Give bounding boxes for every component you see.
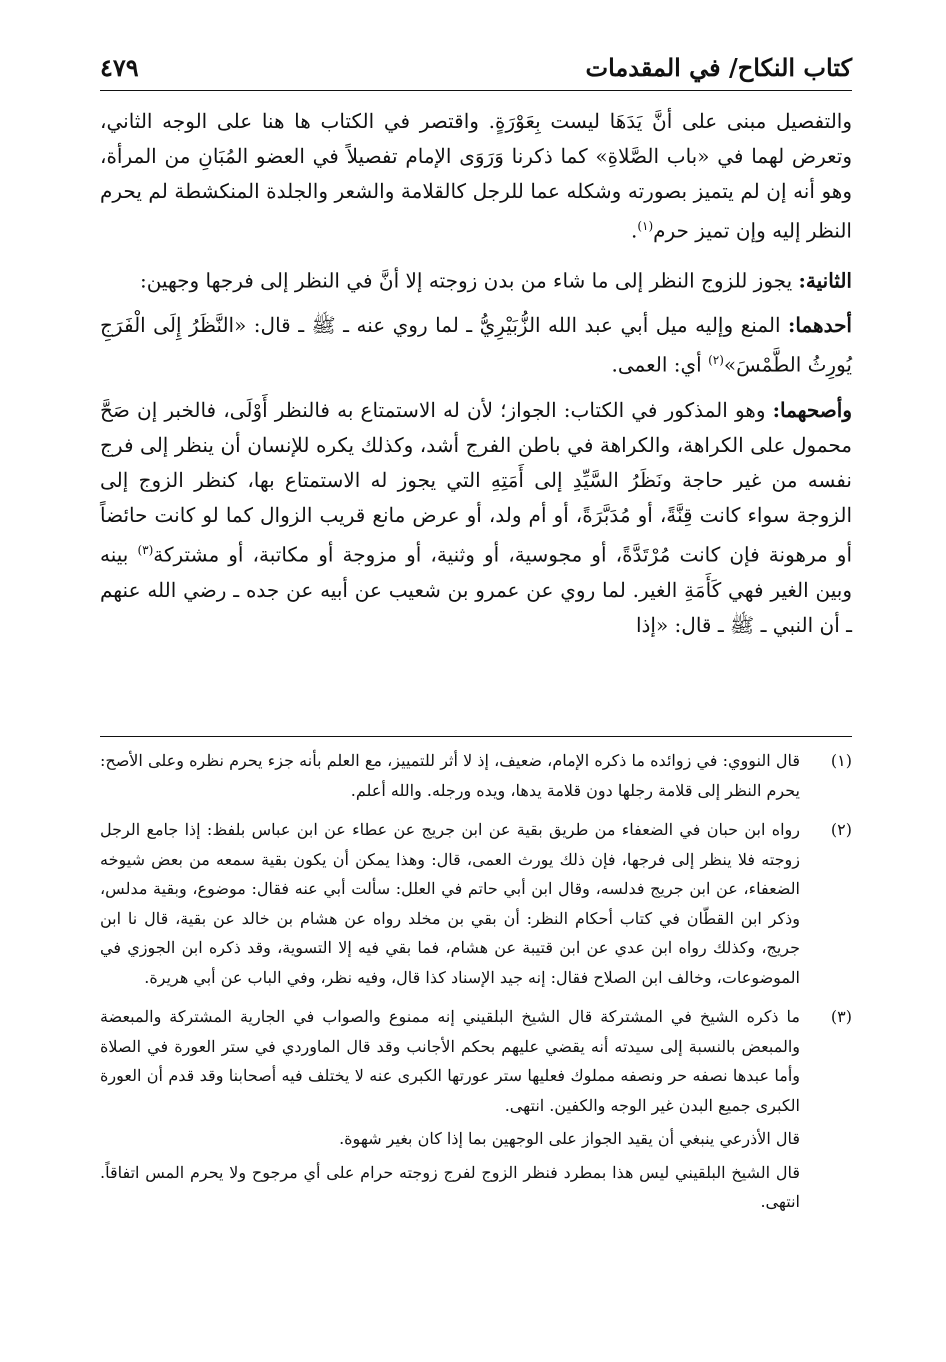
chapter-title: كتاب النكاح/ في المقدمات: [585, 53, 852, 82]
footnote-divider: [100, 736, 852, 737]
footnote-ref: (١): [637, 219, 654, 233]
page-number: ٤٧٩: [100, 53, 139, 82]
footnote-text: ما ذكره الشيخ في المشتركة قال الشيخ البلقيني إنه ممنوع والصواب في الجارية المشتركة والمبعضة والمبعض بالنسبة إلى سيدته أنه يقضي عليهم بحكم الأجانب وقد قال الماوردي في ستر العورة في الصلاة وأما عبدها نصفه حر ونصفه مملوك فعليها ستر عورتها الكبرى عنه لا يختلف فيه أصحابنا وقد قدم أن العورة الكبرى جميع البدن غير الوجه والكفين. انتهى.: [100, 1007, 800, 1115]
paragraph: والتفصيل مبنى على أنَّ يَدَهَا ليست بِعَوْرَةٍ. واقتصر في الكتاب ها هنا على الوجه الثاني، وتعرض لهما في «باب الصَّلاةِ» كما ذكرنا وَرَوَى الإمام تفصيلاً في العضو المُبَانِ من المرأة، وهو أنه إن لم يتميز بصورته وشكله عما للرجل كالقلامة والشعر والجلدة المنكشطة لم يحرم النظر إليه وإن تميز حرم$^{(١)}$.: [100, 109, 852, 243]
footnote-ref: (٣): [137, 542, 154, 557]
footnote: [100, 815, 852, 996]
running-header: [100, 42, 852, 82]
footnote-text: رواه ابن حبان في الضعفاء من طريق بقية عن ابن جريج عن عطاء عن ابن عباس بلفظ: إذا جامع الرجل زوجته فلا ينظر إلى فرجها، فإن ذلك يورث العمى، قال: وهذا يمكن أن يكون بقية سمعه من بعض شيوخه الضعفاء، عن ابن جريج فدلسه، وقال ابن أبي حاتم في العلل: سألت أبي عنه فقال: موضوع، وبقية مدلس، وذكر ابن القطّان في كتاب أحكام النظر: أن بقي بن مخلد رواه عن هشام بن خالد عن بقية، قال نا ابن جريج، وكذلك رواه ابن عدي عن ابن قتيبة عن هشام، فما بقي فيه إلا التسوية، وقد ذكره ابن الجوزي في الموضوعات، وخالف ابن الصلاح فقال: إنه جيد الإسناد كذا قال، وفيه نظر، وفي الباب عن أبي هريرة.: [100, 820, 800, 987]
paragraph: أحدهما: المنع وإليه ميل أبي عبد الله الزُّبَيْرِيُّ ـ لما روي عنه ـ ﷺ ـ قال: «النَّظَرُ إِلَى الْفَرَجِ يُورِثُ الطَّمْسَ»$^{(٢)}$ أي: العمى.: [100, 313, 852, 377]
paragraph: وأصحهما: وهو المذكور في الكتاب: الجواز؛ لأن له الاستمتاع به فالنظر أَوْلَى، فالخبر إن صَحَّ محمول على الكراهة، والكراهة في باطن الفرج أشد، وكذلك يكره للإنسان أن ينظر إلى فرج نفسه من غير حاجة ونَظَرُ السَّيِّدِ إلى أَمَتِهِ التي يجوز له الاستمتاع بها، كنظر الزوج إلى الزوجة سواء كانت قِنَّةً، أو مُدَبَّرَةً، أو أم ولد، أو عرض مانع قريب الزوال كما لو كانت حائضاً أو مرهونة فإن كانت مُرْتَدَّةً، أو مجوسية، أو وثنية، أو مزوجة أو مكاتبة، أو مشتركة$^{(٣)}$ بينه وبين الغير فهي كَأَمَةِ الغير. لما روي عن عمرو بن شعيب عن أبيه عن جده ـ رضي الله عنهم ـ أن النبي ـ ﷺ ـ قال: «إذا: [100, 397, 852, 637]
book-page: [100, 30, 852, 1330]
footnote-text: قال الشيخ البلقيني ليس هذا بمطرد فنظر الزوج لفرج زوجته حرام على أي مرجوح ولا يحرم المس اتفاقاً. انتهى.: [100, 1162, 800, 1211]
main-text: [100, 104, 852, 653]
footnote-number: (١): [830, 751, 852, 770]
footnote-number: (٢): [830, 820, 852, 839]
paragraph: الثانية: يجوز للزوج النظر إلى ما شاء من بدن زوجته إلا أنَّ في النظر إلى فرجها وجهين:: [139, 268, 852, 293]
footnotes: [100, 746, 852, 1227]
footnote: [100, 1002, 852, 1221]
footnote-text: قال النووي: في زوائده ما ذكره الإمام، ضعيف، إذ لا أثر للتمييز، مع العلم بأنه جزء يحرم نظره وعلى الأصح: يحرم النظر إلى قلامة رجلها دون قلامة يدها، ويده ورجله. والله أعلم.: [100, 751, 800, 800]
footnote-ref: (٢): [708, 353, 724, 368]
footnote-number: (٣): [830, 1007, 852, 1026]
footnote: [100, 746, 852, 809]
footnote-text: قال الأذرعي ينبغي أن يقيد الجواز على الوجهين بما إذا كان بغير شهوة.: [339, 1129, 800, 1148]
header-divider: [100, 90, 852, 91]
